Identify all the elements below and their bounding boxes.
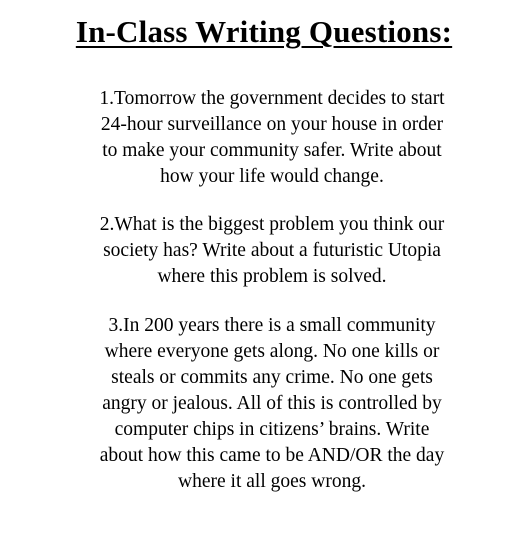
question-2-line-3: where this problem is solved.: [157, 266, 387, 287]
question-3-number: 3.: [108, 315, 124, 336]
question-3-line-5: computer chips in citizens’ brains. Write: [114, 419, 430, 440]
page-title: In-Class Writing Questions:: [75, 14, 453, 49]
question-3-line-7: where it all goes wrong.: [178, 471, 366, 492]
question-1-line-1: 1.Tomorrow the government decides to start: [99, 88, 445, 109]
question-3-line-6: about how this came to be AND/OR the day: [99, 445, 445, 466]
question-1: [60, 86, 484, 190]
question-1-line-3: to make your community safer. Write about: [102, 140, 442, 161]
question-3-line-4: angry or jealous. All of this is controlled by: [102, 393, 442, 414]
question-2-number: 2.: [99, 214, 115, 235]
question-3-line-2: where everyone gets along. No one kills or: [104, 341, 440, 362]
question-2-line-2: society has? Write about a futuristic Utopia: [103, 240, 441, 261]
question-3: [60, 313, 484, 495]
question-1-line-2: 24-hour surveillance on your house in order: [100, 114, 444, 135]
question-3-line-1: 3.In 200 years there is a small community: [108, 315, 436, 336]
question-2-line-1: 2.What is the biggest problem you think our: [99, 214, 445, 235]
question-2: [60, 212, 484, 290]
question-1-number: 1.: [99, 88, 115, 109]
question-3-line-3: steals or commits any crime. No one gets: [111, 367, 433, 388]
question-1-line-4: how your life would change.: [160, 166, 384, 187]
